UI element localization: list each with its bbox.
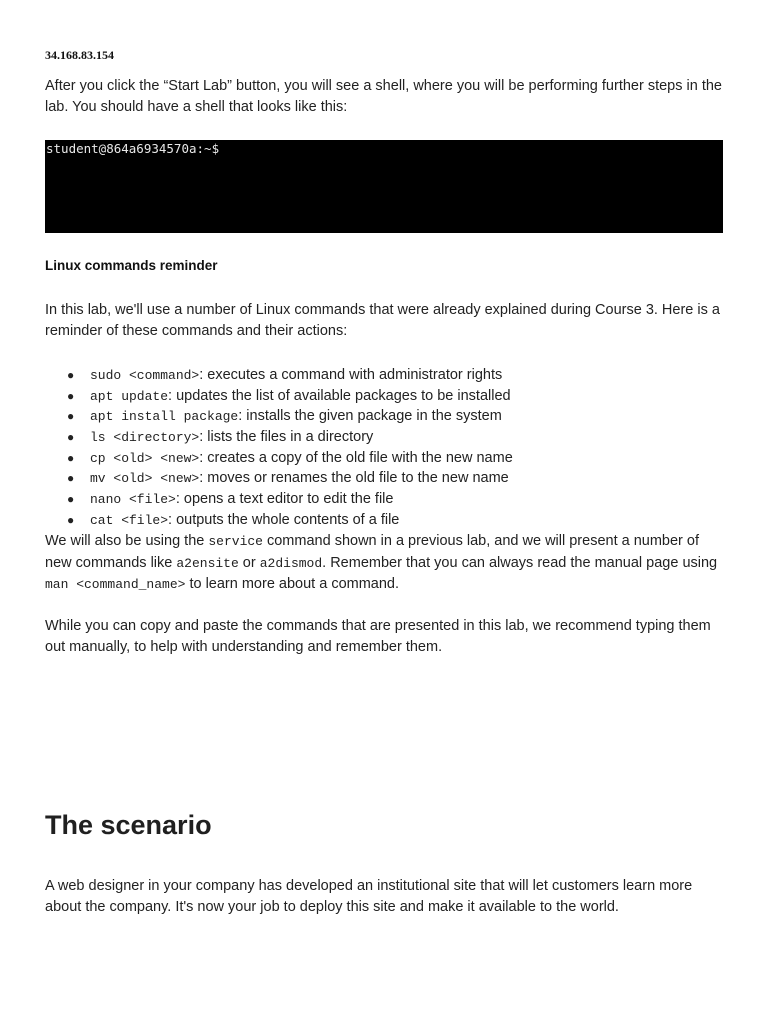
terminal-prompt: student@864a6934570a:~$ xyxy=(46,141,220,156)
command-description: : moves or renames the old file to the new name xyxy=(199,470,509,487)
command-code: nano <file> xyxy=(90,492,176,508)
scenario-paragraph: A web designer in your company has developed an institutional site that will let customers learn more about the company. It's now your job to deploy this site and make it available to the world. xyxy=(45,878,693,915)
terminal-screenshot xyxy=(45,140,723,233)
ip-address-label: 34.168.83.154 xyxy=(45,48,114,62)
list-item xyxy=(45,489,725,510)
command-description: : outputs the whole contents of a file xyxy=(168,511,400,528)
text-segment: or xyxy=(238,554,260,571)
copy-note-paragraph: While you can copy and paste the commands that are presented in this lab, we recommend typing them out manually, to help with understanding and remember them. xyxy=(45,618,711,655)
bullet-icon: ● xyxy=(67,492,75,507)
command-description: : executes a command with administrator rights xyxy=(199,367,503,383)
command-description: : creates a copy of the old file with the new name xyxy=(199,449,513,466)
bullet-icon: ● xyxy=(67,512,75,527)
text-segment: command shown in a previous lab, and we will present a number of new commands like xyxy=(45,533,700,571)
text-segment: We will also be using the xyxy=(45,533,209,549)
command-description: : updates the list of available packages to be installed xyxy=(168,387,511,404)
reminder-intro-paragraph: In this lab, we'll use a number of Linux commands that were already explained during Course 3. Here is a reminder of these commands and their actions: xyxy=(45,302,720,339)
list-item xyxy=(45,365,725,386)
command-code: sudo <command> xyxy=(90,368,200,383)
command-description: : lists the files in a directory xyxy=(199,429,374,446)
list-item xyxy=(45,427,725,448)
command-code: apt update xyxy=(90,388,169,404)
scenario-heading: The scenario xyxy=(45,810,212,840)
bullet-icon: ● xyxy=(67,430,75,445)
bullet-icon: ● xyxy=(67,388,75,403)
list-item xyxy=(45,386,725,407)
list-item xyxy=(45,448,725,469)
also-using-paragraph xyxy=(45,531,725,596)
command-code: cp <old> <new> xyxy=(90,450,200,466)
bullet-icon: ● xyxy=(67,368,75,382)
inline-code-service: service xyxy=(208,534,263,549)
list-item xyxy=(45,510,725,531)
command-description: : installs the given package in the system xyxy=(238,408,502,425)
commands-list xyxy=(45,365,725,531)
inline-code-a2ensite: a2ensite xyxy=(176,555,239,571)
bullet-icon: ● xyxy=(67,450,75,465)
inline-code-a2dismod: a2dismod xyxy=(259,555,323,571)
list-item xyxy=(45,406,725,427)
intro-paragraph: After you click the “Start Lab” button, you will see a shell, where you will be performing further steps in the lab. You should have a shell that looks like this: xyxy=(45,78,722,115)
list-item xyxy=(45,468,725,489)
command-code: ls <directory> xyxy=(90,430,200,446)
command-code: apt install package xyxy=(90,409,239,425)
command-code: cat <file> xyxy=(90,512,169,528)
reminder-heading: Linux commands reminder xyxy=(45,258,218,273)
bullet-icon: ● xyxy=(67,409,75,424)
text-segment: to learn more about a command. xyxy=(185,576,400,592)
text-segment: . Remember that you can always read the manual page using xyxy=(322,554,718,571)
command-description: : opens a text editor to edit the file xyxy=(175,491,394,508)
bullet-icon: ● xyxy=(67,471,75,486)
inline-code-man: man <command_name> xyxy=(45,577,186,592)
command-code: mv <old> <new> xyxy=(90,471,200,487)
